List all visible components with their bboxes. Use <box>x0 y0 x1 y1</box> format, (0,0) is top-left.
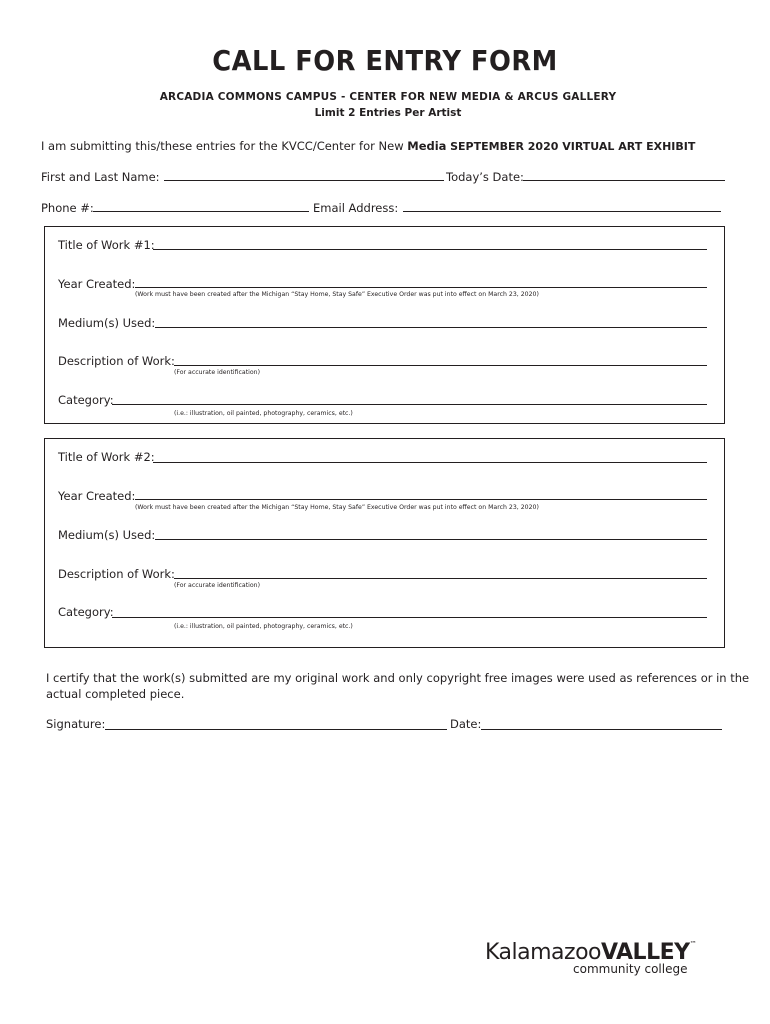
entry-limit-note: Limit 2 Entries Per Artist <box>314 107 462 119</box>
work-1-year-note: (Work must have been created after the Michigan “Stay Home, Stay Safe” Executive Order was put into effect on March 23, 2020) <box>135 291 539 298</box>
logo-subtitle: community college <box>573 962 688 976</box>
intro-media-word: Media <box>407 139 447 153</box>
work-1-category-label: Category: <box>58 393 114 407</box>
work-1-title-label: Title of Work #1: <box>58 238 155 252</box>
work-2-title-field[interactable] <box>153 462 707 463</box>
name-field[interactable] <box>164 180 444 181</box>
work-2-description-field[interactable] <box>174 578 707 579</box>
work-1-description-note: (For accurate identification) <box>174 369 260 376</box>
todays-date-field[interactable] <box>523 180 725 181</box>
work-2-medium-field[interactable] <box>155 539 707 540</box>
email-field[interactable] <box>403 211 721 212</box>
work-1-category-field[interactable] <box>112 404 707 405</box>
certify-line-1: I certify that the work(s) submitted are my original work and only copyright free images were used as references or in the <box>46 671 750 685</box>
work-1-medium-field[interactable] <box>155 327 707 328</box>
email-label: Email Address: <box>313 201 399 215</box>
signature-date-field[interactable] <box>481 729 722 730</box>
work-1-medium-label: Medium(s) Used: <box>58 316 156 330</box>
signature-field[interactable] <box>105 729 447 730</box>
work-2-category-label: Category: <box>58 605 114 619</box>
work-1-description-field[interactable] <box>174 365 707 366</box>
signature-label: Signature: <box>46 717 106 731</box>
logo-name-regular: Kalamazoo <box>485 940 601 965</box>
logo-trademark: ™ <box>689 940 697 948</box>
work-2-year-note: (Work must have been created after the Michigan “Stay Home, Stay Safe” Executive Order was put into effect on March 23, 2020) <box>135 504 539 511</box>
work-1-year-field[interactable] <box>135 287 707 288</box>
work-2-medium-label: Medium(s) Used: <box>58 528 156 542</box>
work-2-category-note: (i.e.: illustration, oil painted, photography, ceramics, etc.) <box>174 623 353 630</box>
exhibit-name: SEPTEMBER 2020 VIRTUAL ART EXHIBIT <box>450 140 696 153</box>
logo-name-bold: VALLEY <box>601 940 690 965</box>
form-title: CALL FOR ENTRY FORM <box>212 44 558 77</box>
certify-line-2: actual completed piece. <box>46 687 185 701</box>
work-1-title-field[interactable] <box>153 249 707 250</box>
signature-date-label: Date: <box>450 717 482 731</box>
todays-date-label: Today’s Date: <box>446 170 524 184</box>
work-2-description-note: (For accurate identification) <box>174 582 260 589</box>
work-2-year-label: Year Created: <box>58 489 136 503</box>
work-2-category-field[interactable] <box>112 617 707 618</box>
work-1-year-label: Year Created: <box>58 277 136 291</box>
phone-label: Phone #: <box>41 201 94 215</box>
kalamazoo-valley-logo <box>485 940 696 976</box>
work-2-description-label: Description of Work: <box>58 567 175 581</box>
intro-statement <box>41 139 695 153</box>
name-label: First and Last Name: <box>41 170 160 184</box>
work-1-description-label: Description of Work: <box>58 354 175 368</box>
work-2-year-field[interactable] <box>135 499 707 500</box>
work-1-category-note: (i.e.: illustration, oil painted, photography, ceramics, etc.) <box>174 410 353 417</box>
campus-subtitle: ARCADIA COMMONS CAMPUS - CENTER FOR NEW MEDIA & ARCUS GALLERY <box>159 91 617 103</box>
intro-text: I am submitting this/these entries for the KVCC/Center for New <box>41 139 404 153</box>
phone-field[interactable] <box>93 211 309 212</box>
work-2-title-label: Title of Work #2: <box>58 450 155 464</box>
